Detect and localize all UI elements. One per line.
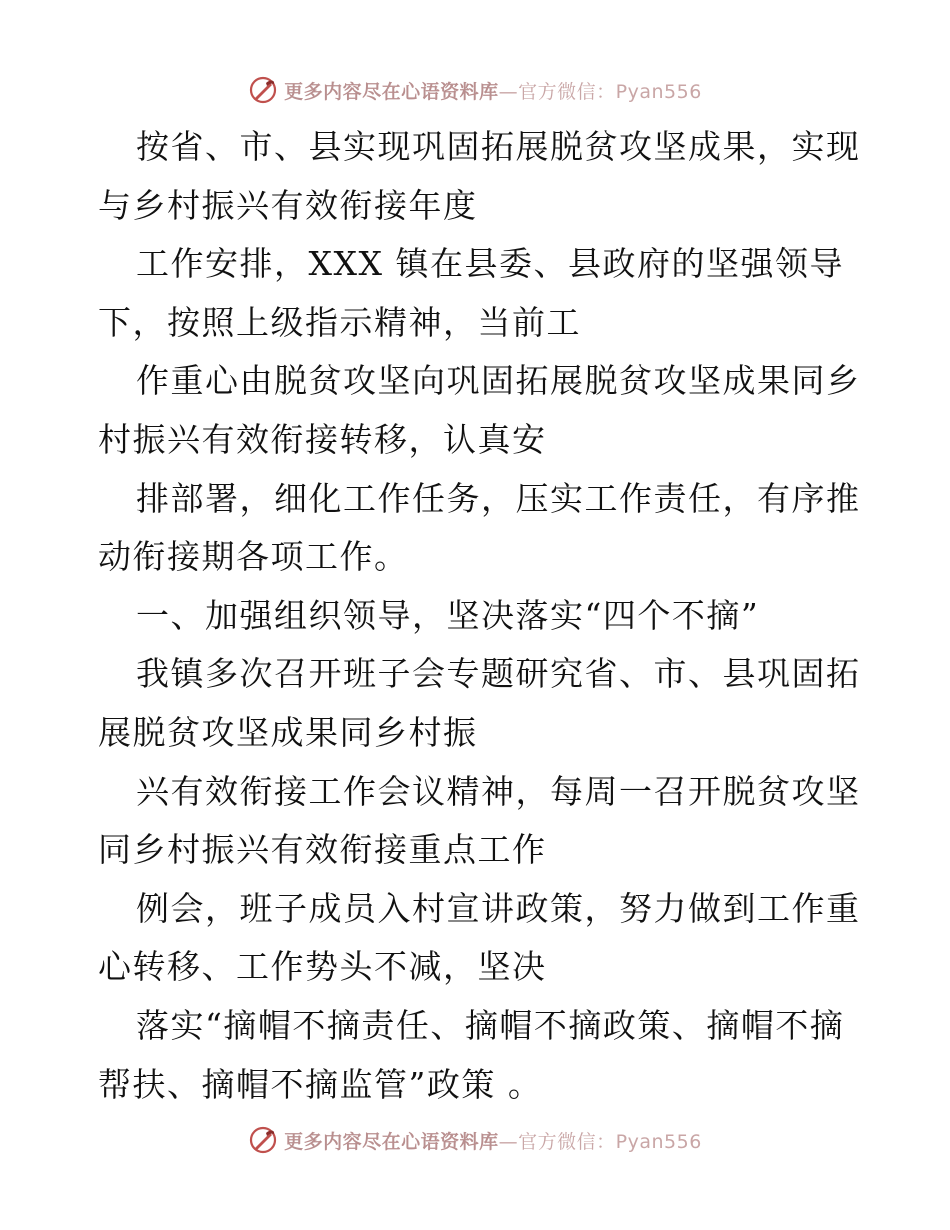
text-line: 帮扶、摘帽不摘监管”政策 。 <box>98 1064 543 1104</box>
text-line: 下，按照上级指示精神，当前工 <box>98 302 581 342</box>
document-body <box>98 118 861 1114</box>
text-line: 村振兴有效衔接转移，认真安 <box>98 419 547 459</box>
header-banner <box>0 72 950 108</box>
banner-text-main: 更多内容尽在心语资料库 <box>284 1130 499 1153</box>
text-line: 展脱贫攻坚成果同乡村振 <box>98 712 478 752</box>
text-line: 一、加强组织领导，坚决落实“四个不摘” <box>136 595 760 635</box>
footer-banner <box>0 1122 950 1158</box>
banner-text <box>284 1127 702 1154</box>
quill-circle-icon <box>248 1125 278 1155</box>
banner-text-rest: —官方微信：Pyan556 <box>498 1130 702 1153</box>
text-line: 作重心由脱贫攻坚向巩固拓展脱贫攻坚成果同乡 <box>136 361 861 401</box>
banner-text-main: 更多内容尽在心语资料库 <box>284 80 499 103</box>
text-line: 落实“摘帽不摘责任、摘帽不摘政策、摘帽不摘 <box>136 1005 845 1045</box>
text-line: 例会，班子成员入村宣讲政策，努力做到工作重 <box>136 888 861 928</box>
banner-text-rest: —官方微信：Pyan556 <box>498 80 702 103</box>
text-line: 动衔接期各项工作。 <box>98 537 409 577</box>
banner-text <box>284 77 702 104</box>
text-line: 心转移、工作势头不减，坚决 <box>98 947 547 987</box>
text-line: 我镇多次召开班子会专题研究省、市、县巩固拓 <box>136 654 861 694</box>
text-line: 与乡村振兴有效衔接年度 <box>98 185 478 225</box>
text-line: 兴有效衔接工作会议精神，每周一召开脱贫攻坚 <box>136 771 861 811</box>
text-line: 同乡村振兴有效衔接重点工作 <box>98 830 547 870</box>
quill-circle-icon <box>248 75 278 105</box>
text-line: 工作安排，XXX 镇在县委、县政府的坚强领导 <box>136 244 844 284</box>
text-line: 按省、市、县实现巩固拓展脱贫攻坚成果，实现 <box>136 127 861 166</box>
text-line: 排部署，细化工作任务，压实工作责任，有序推 <box>136 478 861 518</box>
